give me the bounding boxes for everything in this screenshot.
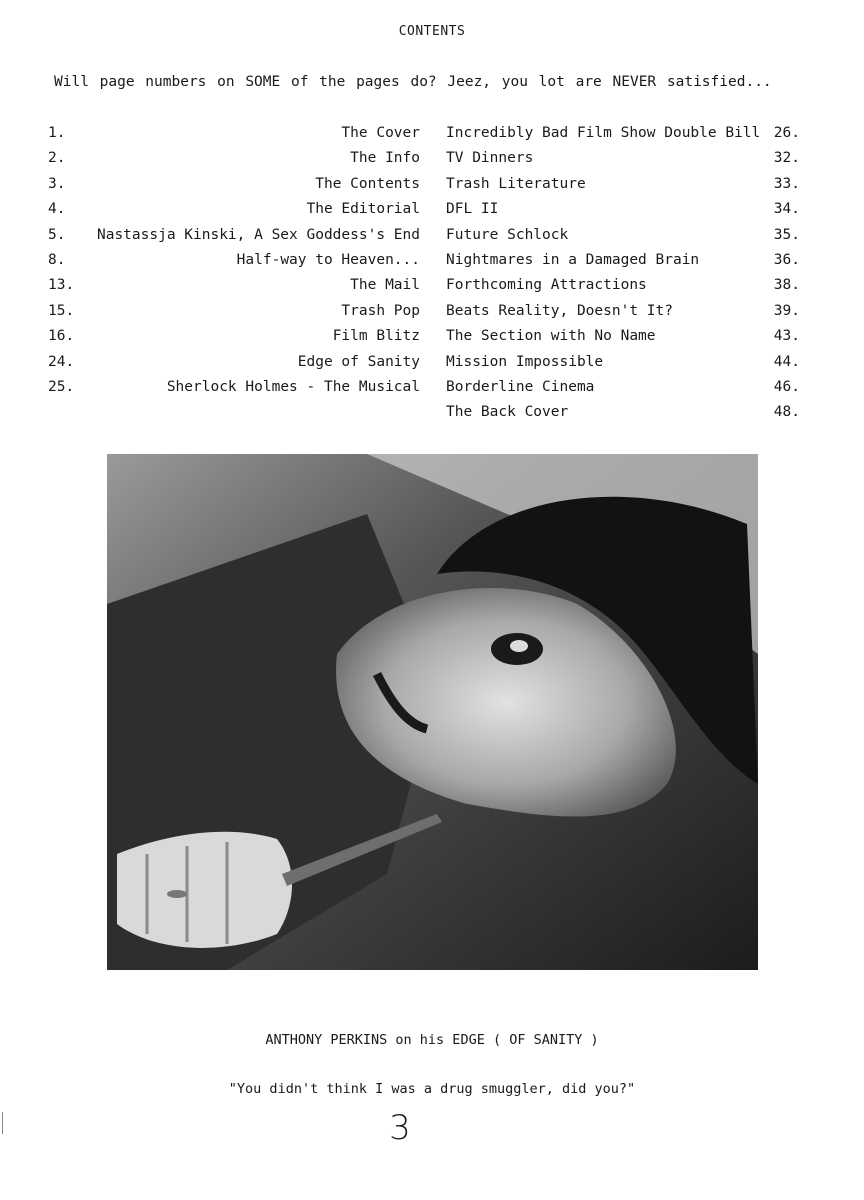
toc-title: Beats Reality, Doesn't It? — [446, 302, 673, 319]
toc-title: The Cover — [341, 125, 420, 141]
toc-page-number: 8. — [48, 251, 66, 268]
toc-entry — [48, 275, 420, 300]
toc-entry — [48, 326, 420, 351]
toc-title: The Info — [350, 150, 420, 167]
toc-page-number: 16. — [48, 328, 75, 345]
toc-entry — [48, 377, 420, 402]
toc-entry — [48, 123, 420, 148]
toc-entry — [48, 301, 420, 326]
toc-entry — [48, 225, 420, 250]
toc-page-number: 15. — [48, 302, 75, 319]
toc-entry — [48, 199, 420, 224]
toc-page-number: 48. — [773, 404, 800, 421]
toc-title: The Editorial — [306, 201, 420, 218]
toc-title: The Section with No Name — [446, 328, 656, 345]
toc-page-number: 13. — [48, 277, 75, 294]
toc-title: Film Blitz — [332, 328, 420, 345]
toc-page-number: 5. — [48, 226, 66, 243]
toc-title: The Back Cover — [446, 404, 569, 421]
toc-page-number: 35. — [773, 226, 800, 243]
toc-title: Future Schlock — [446, 226, 569, 243]
toc-title: Edge of Sanity — [297, 353, 420, 370]
toc-page-number: 2. — [48, 150, 66, 167]
toc-entry — [446, 301, 800, 326]
toc-entry — [48, 174, 420, 199]
toc-page-number: 46. — [773, 378, 800, 395]
toc-entry — [446, 352, 800, 377]
toc-entry — [446, 275, 800, 300]
toc-title: Trash Pop — [341, 302, 420, 319]
page-number: 3 — [389, 1108, 411, 1148]
photo-illustration — [107, 454, 758, 970]
toc-title: Trash Literature — [446, 175, 586, 192]
toc-page-number: 39. — [773, 302, 800, 319]
toc-entry — [446, 225, 800, 250]
anthony-perkins-photo — [107, 454, 758, 970]
toc-entry — [446, 402, 800, 427]
toc-page-number: 43. — [773, 328, 800, 345]
toc-title: The Contents — [315, 175, 420, 192]
toc-page-number: 24. — [48, 353, 75, 370]
photo-caption: ANTHONY PERKINS on his EDGE ( OF SANITY ) — [265, 1032, 599, 1048]
toc-entry — [446, 250, 800, 275]
toc-entry — [446, 326, 800, 351]
toc-entry — [446, 148, 800, 173]
toc-title: Mission Impossible — [446, 353, 604, 370]
intro-text: Will page numbers on SOME of the pages do? Jeez, you lot are NEVER satisfied... — [54, 74, 772, 90]
toc-title: DFL II — [446, 201, 499, 218]
toc-entry — [446, 174, 800, 199]
toc-title: Sherlock Holmes - The Musical — [166, 378, 420, 395]
toc-entry — [446, 123, 800, 148]
toc-title: Half-way to Heaven... — [236, 251, 420, 268]
toc-page-number: 38. — [773, 277, 800, 294]
toc-page-number: 32. — [773, 150, 800, 167]
margin-mark — [2, 1112, 3, 1134]
toc-page-number: 36. — [773, 251, 800, 268]
toc-right-column — [446, 123, 800, 428]
toc-title: The Mail — [350, 277, 420, 294]
toc-page-number: 34. — [773, 201, 800, 218]
toc-page-number: 44. — [773, 353, 800, 370]
toc-page-number: 26. — [773, 125, 800, 141]
toc-page-number: 3. — [48, 175, 66, 192]
photo-quote: "You didn't think I was a drug smuggler, did you?" — [228, 1081, 636, 1097]
toc-title: Nightmares in a Damaged Brain — [446, 251, 700, 268]
toc-page-number: 25. — [48, 378, 75, 395]
toc-title: Incredibly Bad Film Show Double Bill — [446, 125, 761, 141]
toc-entry — [48, 352, 420, 377]
toc-entry — [48, 148, 420, 173]
toc-entry — [446, 377, 800, 402]
toc-page-number: 4. — [48, 201, 66, 218]
toc-entry — [48, 250, 420, 275]
toc-title: Borderline Cinema — [446, 378, 595, 395]
toc-page-number: 1. — [48, 125, 66, 141]
toc-page-number: 33. — [773, 175, 800, 192]
page-title: CONTENTS — [398, 24, 466, 39]
toc-entry — [446, 199, 800, 224]
toc-title: TV Dinners — [446, 150, 534, 167]
toc-title: Nastassja Kinski, A Sex Goddess's End — [96, 226, 420, 243]
toc-left-column — [48, 123, 420, 402]
toc-title: Forthcoming Attractions — [446, 277, 647, 294]
